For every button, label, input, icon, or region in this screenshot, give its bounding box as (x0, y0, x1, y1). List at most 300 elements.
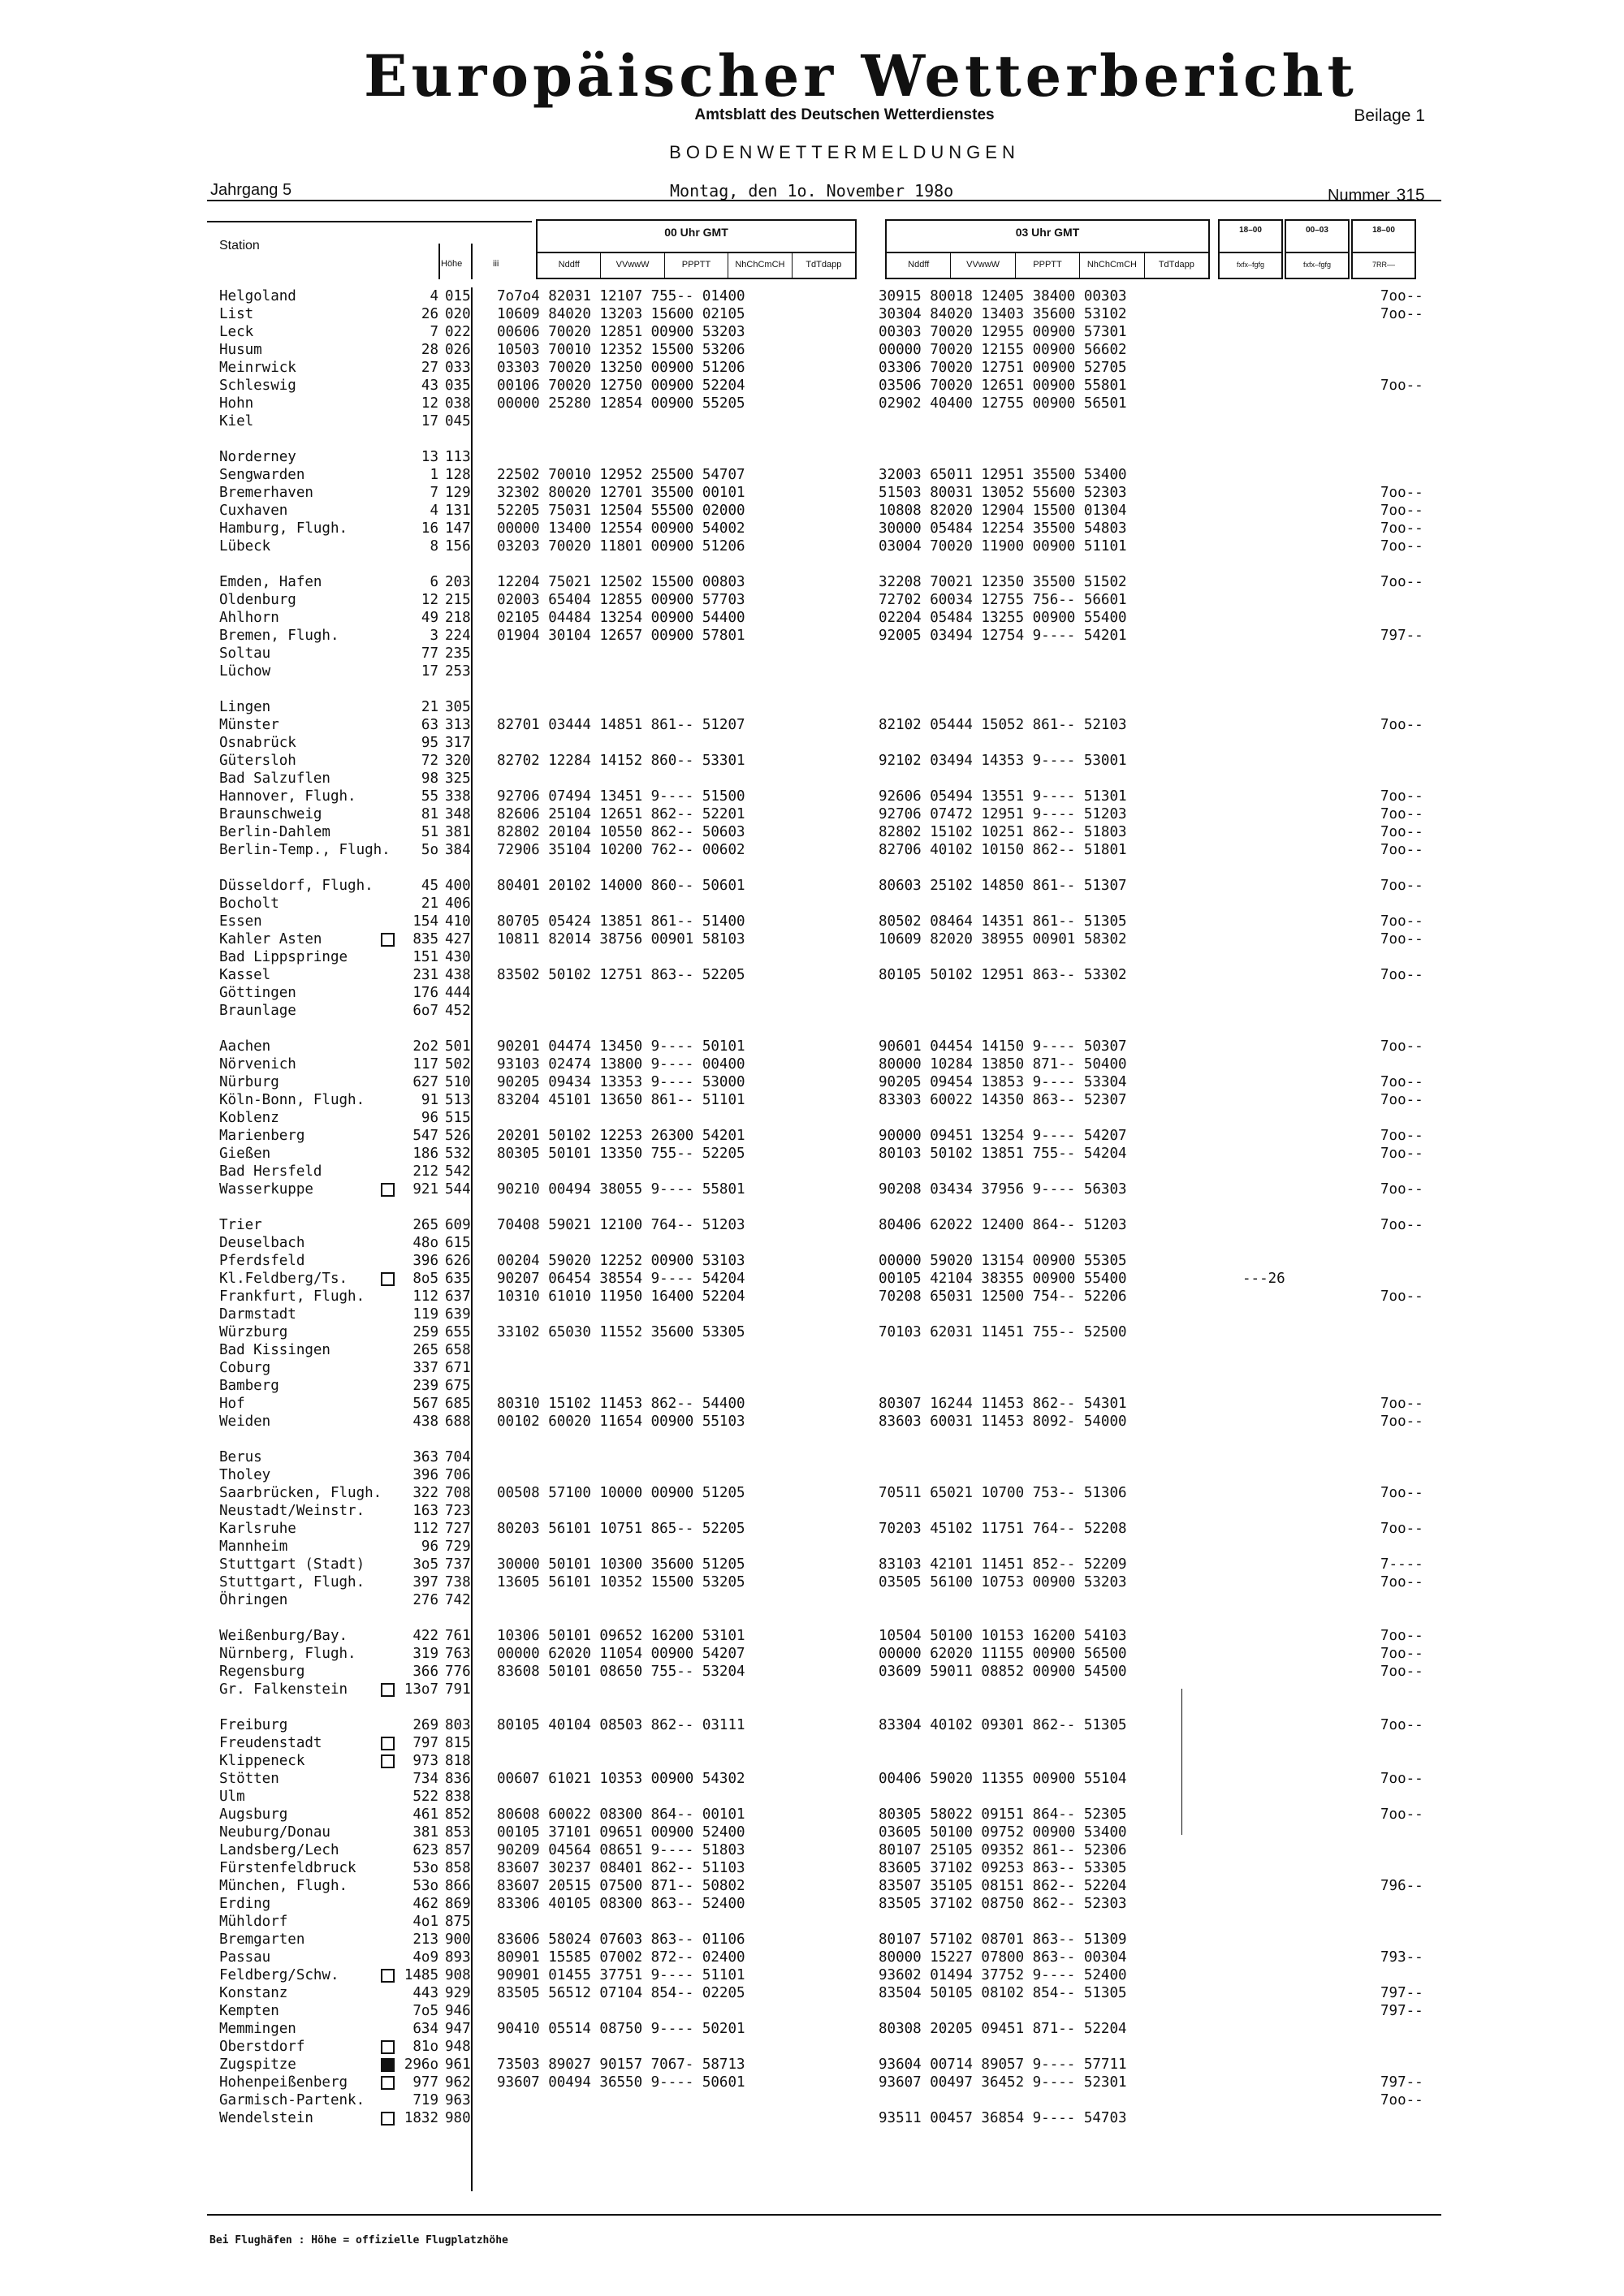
station-height: 265 (412, 1217, 438, 1233)
station-name: Lüchow (219, 663, 271, 680)
obs-03-groups: 83304 40102 09301 862-- 51305 (879, 1717, 1127, 1733)
station-id: 738 (445, 1574, 471, 1590)
table-row (0, 1734, 1624, 1752)
obs-00-groups: 00508 57100 10000 00900 51205 (497, 1485, 745, 1501)
station-height: 627 (412, 1074, 438, 1090)
obs-03-groups: 30000 05484 12254 35500 54803 (879, 520, 1127, 537)
table-row (0, 716, 1624, 734)
station-name: Hof (219, 1396, 245, 1412)
obs-00-groups: 72906 35104 10200 762-- 00602 (497, 842, 745, 858)
beilage-label: Beilage 1 (1354, 106, 1425, 125)
obs-03-groups: 51503 80031 13052 55600 52303 (879, 485, 1127, 501)
table-row (0, 662, 1624, 680)
obs-03-groups: 80603 25102 14850 861-- 51307 (879, 878, 1127, 894)
station-id: 637 (445, 1288, 471, 1305)
obs-00-groups: 80105 40104 08503 862-- 03111 (497, 1717, 745, 1733)
table-row (0, 1520, 1624, 1538)
precip-group: 7oo-- (1380, 931, 1423, 947)
station-id: 129 (445, 485, 471, 501)
obs-03-groups: 80307 16244 11453 862-- 54301 (879, 1396, 1127, 1412)
station-name: Öhringen (219, 1592, 288, 1608)
col-dewpoint-03: TdTdapp (1158, 260, 1194, 270)
station-height: 72 (421, 753, 438, 769)
station-id: 658 (445, 1342, 471, 1358)
obs-03-groups: 92005 03494 12754 9---- 54201 (879, 628, 1127, 644)
station-name: Zugspitze (219, 2056, 296, 2073)
station-height: 322 (412, 1485, 438, 1501)
station-height: 98 (421, 770, 438, 787)
obs-00-groups: 90207 06454 38554 9---- 54204 (497, 1271, 745, 1287)
station-id: 655 (445, 1324, 471, 1340)
obs-00-groups: 01904 30104 12657 00900 57801 (497, 628, 745, 644)
station-height: 77 (421, 645, 438, 662)
obs-00-groups: 13605 56101 10352 15500 53205 (497, 1574, 745, 1590)
station-name: Bremen, Flugh. (219, 628, 339, 644)
station-height: 7o5 (412, 2003, 438, 2019)
obs-03-groups: 83103 42101 11451 852-- 52209 (879, 1556, 1127, 1573)
station-id: 325 (445, 770, 471, 787)
table-row (0, 1002, 1624, 1020)
obs-00-groups: 10811 82014 38756 00901 58103 (497, 931, 745, 947)
station-name: Braunlage (219, 1003, 296, 1019)
station-name: Freiburg (219, 1717, 288, 1733)
obs-03-groups: 30915 80018 12405 38400 00303 (879, 288, 1127, 304)
table-row (0, 930, 1624, 948)
obs-03-groups: 70203 45102 11751 764-- 52208 (879, 1521, 1127, 1537)
station-height: 163 (412, 1503, 438, 1519)
table-row (0, 2020, 1624, 2038)
station-height: 151 (412, 949, 438, 965)
table-row (0, 770, 1624, 788)
station-name: Berlin-Dahlem (219, 824, 330, 840)
col-vvwww-00: VVwwW (601, 253, 664, 278)
precip-group: 7oo-- (1380, 824, 1423, 840)
station-height: 81 (421, 806, 438, 822)
station-height: 269 (412, 1717, 438, 1733)
col-nddff-03: Nddff (887, 253, 951, 278)
station-name: Gütersloh (219, 753, 296, 769)
obs-00-groups: 92706 07494 13451 9---- 51500 (497, 788, 745, 805)
table-row (0, 1377, 1624, 1395)
table-row (0, 1591, 1624, 1609)
station-name: Soltau (219, 645, 271, 662)
station-name: Ahlhorn (219, 610, 279, 626)
precip-group: 7---- (1380, 1556, 1423, 1573)
obs-03-groups: 00000 62020 11155 00900 56500 (879, 1646, 1127, 1662)
obs-00-groups: 10306 50101 09652 16200 53101 (497, 1628, 745, 1644)
station-height: 117 (412, 1056, 438, 1072)
obs-00-groups: 80305 50101 13350 755-- 52205 (497, 1146, 745, 1162)
obs-00-groups: 00000 13400 12554 00900 54002 (497, 520, 745, 537)
station-id: 502 (445, 1056, 471, 1072)
station-height: 4 (430, 288, 438, 304)
station-height: 96 (421, 1539, 438, 1555)
station-height: 6o7 (412, 1003, 438, 1019)
obs-03-groups: 32003 65011 12951 35500 53400 (879, 467, 1127, 483)
station-height: 2o2 (412, 1038, 438, 1055)
station-name: Meinrwick (219, 360, 296, 376)
precip-group: 797-- (1380, 2003, 1423, 2019)
obs-03-groups: 03306 70020 12751 00900 52705 (879, 360, 1127, 376)
precip-group: 7oo-- (1380, 1628, 1423, 1644)
obs-00-groups: 73503 89027 90157 7067- 58713 (497, 2056, 745, 2073)
obs-00-groups: 70408 59021 12100 764-- 51203 (497, 1217, 745, 1233)
station-name: Göttingen (219, 985, 296, 1001)
station-height: 43 (421, 378, 438, 394)
station-id: 224 (445, 628, 471, 644)
station-height: 16 (421, 520, 438, 537)
station-name: Fürstenfeldbruck (219, 1860, 356, 1876)
jahrgang: Jahrgang 5 (210, 181, 292, 199)
station-id: 635 (445, 1271, 471, 1287)
precip-group: 7oo-- (1380, 1771, 1423, 1787)
col-clouds-03: NhChCmCH (1080, 253, 1144, 278)
obs-00-groups: 7o7o4 82031 12107 755-- 01400 (497, 288, 745, 304)
obs-00-groups: 82702 12284 14152 860-- 53301 (497, 753, 745, 769)
station-name: Trier (219, 1217, 262, 1233)
precip-group: 7oo-- (1380, 538, 1423, 555)
table-row (0, 2038, 1624, 2056)
obs-03-groups: 93604 00714 89057 9---- 57711 (879, 2056, 1127, 2073)
precip-group: 7oo-- (1380, 1092, 1423, 1108)
table-row (0, 1538, 1624, 1556)
table-row (0, 1413, 1624, 1431)
station-height: 381 (412, 1824, 438, 1841)
station-height: 265 (412, 1342, 438, 1358)
obs-00-groups: 82802 20104 10550 862-- 50603 (497, 824, 745, 840)
station-name: Wasserkuppe (219, 1181, 313, 1198)
station-height: 239 (412, 1378, 438, 1394)
station-id: 526 (445, 1128, 471, 1144)
station-id: 513 (445, 1092, 471, 1108)
obs-03-groups: 83505 37102 08750 862-- 52303 (879, 1896, 1127, 1912)
station-id: 033 (445, 360, 471, 376)
station-name: Bremerhaven (219, 485, 313, 501)
station-height: 7 (430, 485, 438, 501)
station-name: Oldenburg (219, 592, 296, 608)
table-row (0, 1252, 1624, 1270)
station-height: 21 (421, 896, 438, 912)
obs-03-groups: 00000 59020 13154 00900 55305 (879, 1253, 1127, 1269)
station-name: Osnabrück (219, 735, 296, 751)
station-name: Koblenz (219, 1110, 279, 1126)
page-title: Europäischer Wetterbericht (364, 42, 1358, 110)
obs-00-groups: 90205 09434 13353 9---- 53000 (497, 1074, 745, 1090)
obs-03-groups: 80000 15227 07800 863-- 00304 (879, 1949, 1127, 1966)
table-row (0, 1359, 1624, 1377)
table-row (0, 1145, 1624, 1163)
station-name: Landsberg/Lech (219, 1842, 339, 1858)
station-id: 313 (445, 717, 471, 733)
obs-00-groups: 83607 30237 08401 862-- 51103 (497, 1860, 745, 1876)
station-name: Neustadt/Weinstr. (219, 1503, 365, 1519)
precip-group: 7oo-- (1380, 1038, 1423, 1055)
station-height: 396 (412, 1253, 438, 1269)
station-height: 176 (412, 985, 438, 1001)
empty-square-icon (381, 1272, 395, 1286)
iii-column-header: iii (493, 259, 499, 269)
station-height: 17 (421, 413, 438, 429)
station-id: 128 (445, 467, 471, 483)
block-03-header (885, 219, 1210, 279)
station-name: Emden, Hafen (219, 574, 322, 590)
station-height: 319 (412, 1646, 438, 1662)
obs-03-groups: 82706 40102 10150 862-- 51801 (879, 842, 1127, 858)
station-name: Gießen (219, 1146, 271, 1162)
obs-00-groups: 90201 04474 13450 9---- 50101 (497, 1038, 745, 1055)
station-id: 791 (445, 1681, 471, 1698)
station-height: 96 (421, 1110, 438, 1126)
obs-00-groups: 52205 75031 12504 55500 02000 (497, 503, 745, 519)
station-height: 27 (421, 360, 438, 376)
table-row (0, 1627, 1624, 1645)
station-name: Hohenpeißenberg (219, 2074, 348, 2091)
obs-03-groups: 03609 59011 08852 00900 54500 (879, 1664, 1127, 1680)
precip-group: 7oo-- (1380, 1181, 1423, 1198)
station-height: 1485 (404, 1967, 438, 1983)
obs-03-groups: 80107 25105 09352 861-- 52306 (879, 1842, 1127, 1858)
obs-00-groups: 80203 56101 10751 865-- 52205 (497, 1521, 745, 1537)
obs-03-groups: 70103 62031 11451 755-- 52500 (879, 1324, 1127, 1340)
block-00-header (536, 219, 857, 279)
precip-group: 7oo-- (1380, 967, 1423, 983)
precip-group: 7oo-- (1380, 378, 1423, 394)
table-row (0, 1770, 1624, 1788)
station-name: Berlin-Temp., Flugh. (219, 842, 391, 858)
station-id: 948 (445, 2039, 471, 2055)
station-id: 348 (445, 806, 471, 822)
obs-00-groups: 20201 50102 12253 26300 54201 (497, 1128, 745, 1144)
block-00-title: 00 Uhr GMT (664, 226, 728, 239)
table-row (0, 1038, 1624, 1055)
station-name: Essen (219, 913, 262, 930)
station-height: 835 (412, 931, 438, 947)
station-name: Marienberg (219, 1128, 305, 1144)
obs-03-groups: 93602 01494 37752 9---- 52400 (879, 1967, 1127, 1983)
table-row (0, 412, 1624, 430)
table-row (0, 1180, 1624, 1198)
station-height: 623 (412, 1842, 438, 1858)
obs-00-groups: 80705 05424 13851 861-- 51400 (497, 913, 745, 930)
table-row (0, 2091, 1624, 2109)
station-height: 21 (421, 699, 438, 715)
obs-00-groups: 83204 45101 13650 861-- 51101 (497, 1092, 745, 1108)
obs-03-groups: 83603 60031 11453 8092- 54000 (879, 1413, 1127, 1430)
station-name: Hohn (219, 395, 254, 412)
station-name: Kahler Asten (219, 931, 322, 947)
station-height: 12 (421, 395, 438, 412)
station-height: 13 (421, 449, 438, 465)
station-height: 231 (412, 967, 438, 983)
station-height: 366 (412, 1664, 438, 1680)
station-height: 45 (421, 878, 438, 894)
obs-00-groups: 83502 50102 12751 863-- 52205 (497, 967, 745, 983)
station-name: Norderney (219, 449, 296, 465)
bottom-rule (207, 2214, 1441, 2216)
station-name: Tholey (219, 1467, 271, 1483)
obs-03-groups: 10504 50100 10153 16200 54103 (879, 1628, 1127, 1644)
obs-03-groups: 00000 70020 12155 00900 56602 (879, 342, 1127, 358)
station-id: 406 (445, 896, 471, 912)
obs-00-groups: 10310 61010 11950 16400 52204 (497, 1288, 745, 1305)
station-height: 3o5 (412, 1556, 438, 1573)
gust-00-03-header: 00–03 fxfx–fgfg (1285, 219, 1350, 279)
station-name: Stuttgart (Stadt) (219, 1556, 365, 1573)
empty-square-icon (381, 2112, 395, 2126)
station-id: 729 (445, 1539, 471, 1555)
obs-00-groups: 10503 70010 12352 15500 53206 (497, 342, 745, 358)
station-id: 444 (445, 985, 471, 1001)
table-row (0, 1395, 1624, 1413)
station-name: Leck (219, 324, 254, 340)
obs-00-groups: 90901 01455 37751 9---- 51101 (497, 1967, 745, 1983)
station-name: Hamburg, Flugh. (219, 520, 348, 537)
obs-00-groups: 02003 65404 12855 00900 57703 (497, 592, 745, 608)
table-row (0, 377, 1624, 395)
station-id: 609 (445, 1217, 471, 1233)
station-id: 893 (445, 1949, 471, 1966)
table-row (0, 627, 1624, 645)
table-row (0, 1931, 1624, 1949)
station-id: 866 (445, 1878, 471, 1894)
subtitle: Amtsblatt des Deutschen Wetterdienstes (694, 106, 995, 123)
station-name: Mühldorf (219, 1914, 288, 1930)
obs-03-groups: 00105 42104 38355 00900 55400 (879, 1271, 1127, 1287)
table-row (0, 1823, 1624, 1841)
precip-group: 7oo-- (1380, 520, 1423, 537)
station-name: Garmisch-Partenk. (219, 2092, 365, 2108)
station-id: 818 (445, 1753, 471, 1769)
obs-03-groups: 03004 70020 11900 00900 51101 (879, 538, 1127, 555)
empty-square-icon (381, 2076, 395, 2090)
station-height: 462 (412, 1896, 438, 1912)
station-id: 026 (445, 342, 471, 358)
obs-00-groups: 02105 04484 13254 00900 54400 (497, 610, 745, 626)
table-row (0, 984, 1624, 1002)
table-row (0, 2109, 1624, 2127)
obs-00-groups: 10609 84020 13203 15600 02105 (497, 306, 745, 322)
obs-00-groups: 90209 04564 08651 9---- 51803 (497, 1842, 745, 1858)
precip-group: 7oo-- (1380, 913, 1423, 930)
obs-00-groups: 83606 58024 07603 863-- 01106 (497, 1931, 745, 1948)
footnote: Bei Flughäfen : Höhe = offizielle Flugplatzhöhe (209, 2234, 508, 2246)
obs-00-groups: 30000 50101 10300 35600 51205 (497, 1556, 745, 1573)
station-name: Coburg (219, 1360, 271, 1376)
station-id: 038 (445, 395, 471, 412)
station-height: 396 (412, 1467, 438, 1483)
station-height: 4o1 (412, 1914, 438, 1930)
obs-03-groups: 83605 37102 09253 863-- 53305 (879, 1860, 1127, 1876)
station-height: 6 (430, 574, 438, 590)
station-id: 704 (445, 1449, 471, 1465)
station-id: 671 (445, 1360, 471, 1376)
obs-03-groups: 90208 03434 37956 9---- 56303 (879, 1181, 1127, 1198)
station-height: 55 (421, 788, 438, 805)
station-height: 567 (412, 1396, 438, 1412)
col-ppptt-03: PPPTT (1016, 253, 1080, 278)
obs-03-groups: 80406 62022 12400 864-- 51203 (879, 1217, 1127, 1233)
table-row (0, 1466, 1624, 1484)
precip-group: 7oo-- (1380, 503, 1423, 519)
station-id: 156 (445, 538, 471, 555)
station-id: 317 (445, 735, 471, 751)
station-id: 706 (445, 1467, 471, 1483)
precip-group: 7oo-- (1380, 806, 1423, 822)
col-nddff-00: Nddff (538, 253, 601, 278)
obs-00-groups: 32302 80020 12701 35500 00101 (497, 485, 745, 501)
station-height: 1 (430, 467, 438, 483)
station-name: Freudenstadt (219, 1735, 322, 1751)
precip-group: 796-- (1380, 1878, 1423, 1894)
station-height: 8o5 (412, 1271, 438, 1287)
precip-group: 7oo-- (1380, 1664, 1423, 1680)
station-id: 675 (445, 1378, 471, 1394)
table-row (0, 591, 1624, 609)
obs-03-groups: 93511 00457 36854 9---- 54703 (879, 2110, 1127, 2126)
station-name: Bremgarten (219, 1931, 305, 1948)
station-name: Feldberg/Schw. (219, 1967, 339, 1983)
station-id: 900 (445, 1931, 471, 1948)
obs-03-groups: 92706 07472 12951 9---- 51203 (879, 806, 1127, 822)
station-name: Aachen (219, 1038, 271, 1055)
obs-03-groups: 30304 84020 13403 35600 53102 (879, 306, 1127, 322)
station-height: 12 (421, 592, 438, 608)
station-id: 858 (445, 1860, 471, 1876)
station-height: 49 (421, 610, 438, 626)
table-row (0, 341, 1624, 359)
obs-03-groups: 80308 20205 09451 871-- 52204 (879, 2021, 1127, 2037)
station-id: 815 (445, 1735, 471, 1751)
obs-03-groups: 80502 08464 14351 861-- 51305 (879, 913, 1127, 930)
obs-00-groups: 00204 59020 12252 00900 53103 (497, 1253, 745, 1269)
station-id: 427 (445, 931, 471, 947)
obs-03-groups: 92102 03494 14353 9---- 53001 (879, 753, 1127, 769)
table-row (0, 1913, 1624, 1931)
table-row (0, 1109, 1624, 1127)
table-row (0, 1681, 1624, 1698)
table-row (0, 645, 1624, 662)
station-id: 875 (445, 1914, 471, 1930)
table-row (0, 698, 1624, 716)
obs-03-groups: 83507 35105 08151 862-- 52204 (879, 1878, 1127, 1894)
obs-03-groups: 10609 82020 38955 00901 58302 (879, 931, 1127, 947)
table-row (0, 1216, 1624, 1234)
precip-group: 7oo-- (1380, 1806, 1423, 1823)
station-id: 763 (445, 1646, 471, 1662)
empty-square-icon (381, 1183, 395, 1197)
station-name: Cuxhaven (219, 503, 288, 519)
station-id: 688 (445, 1413, 471, 1430)
station-name: Kiel (219, 413, 254, 429)
station-id: 430 (445, 949, 471, 965)
station-id: 203 (445, 574, 471, 590)
station-id: 742 (445, 1592, 471, 1608)
precip-group: 7oo-- (1380, 842, 1423, 858)
table-row (0, 502, 1624, 520)
obs-03-groups: 80103 50102 13851 755-- 54204 (879, 1146, 1127, 1162)
station-height: 1832 (404, 2110, 438, 2126)
station-height: 3 (430, 628, 438, 644)
obs-00-groups: 00606 70020 12851 00900 53203 (497, 324, 745, 340)
obs-03-groups: 02204 05484 13255 00900 55400 (879, 610, 1127, 626)
station-id: 020 (445, 306, 471, 322)
obs-03-groups: 10808 82020 12904 15500 01304 (879, 503, 1127, 519)
table-row (0, 1127, 1624, 1145)
station-id: 963 (445, 2092, 471, 2108)
station-height: 7 (430, 324, 438, 340)
precip-group: 7oo-- (1380, 288, 1423, 304)
obs-00-groups: 00102 60020 11654 00900 55103 (497, 1413, 745, 1430)
